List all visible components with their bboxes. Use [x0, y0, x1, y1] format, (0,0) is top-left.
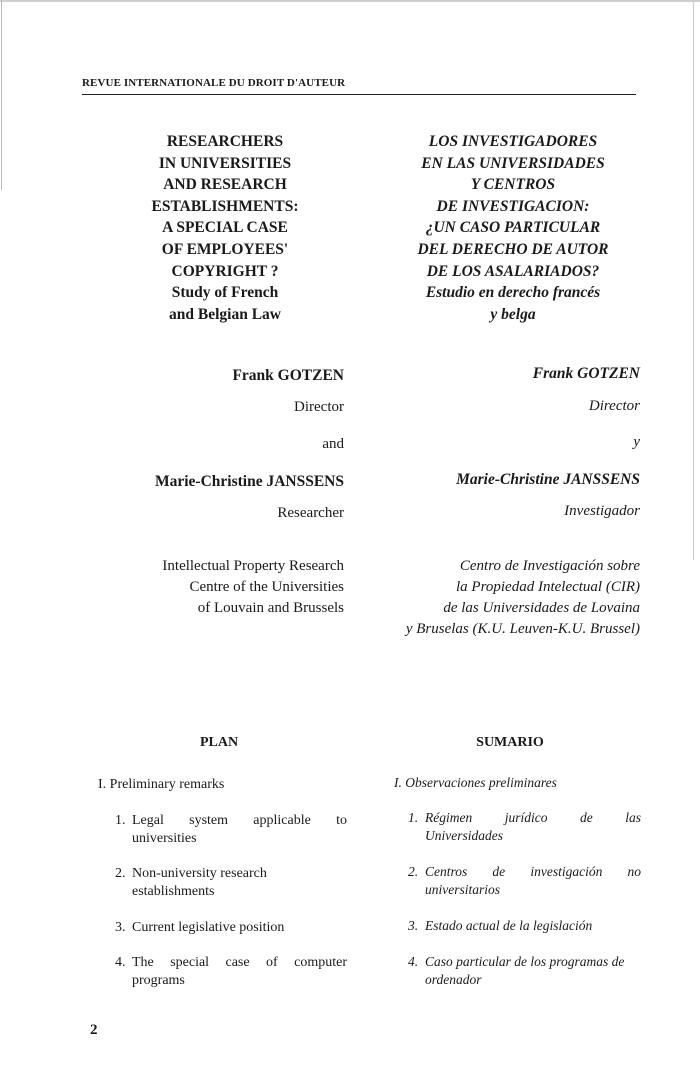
- plan-item: [115, 812, 347, 848]
- plan-item-text: Current legislative position: [132, 920, 285, 935]
- sumario-item: [408, 809, 641, 845]
- scan-edge-top: [0, 0, 700, 2]
- sumario-item-number: 1.: [408, 810, 419, 825]
- author-name-janssens: Marie-Christine JANSSENS: [154, 473, 344, 490]
- header-rule: [82, 94, 636, 95]
- plan-item-text: establishments: [132, 884, 215, 899]
- autor-nombre-gotzen: Frank GOTZEN: [532, 365, 640, 382]
- plan-item-main: I. Preliminary remarks: [98, 777, 225, 792]
- plan-item-text: programs: [132, 973, 185, 988]
- sumario-item-text: Régimen jurídico de las: [425, 810, 641, 825]
- affiliation-line: Intellectual Property Research: [162, 558, 344, 574]
- plan-item-text: Legal system applicable to: [132, 813, 347, 828]
- title-line: AND RESEARCH: [163, 176, 287, 194]
- title-line: Estudio en derecho francés: [425, 284, 601, 302]
- sumario-item: [408, 863, 641, 899]
- title-line: DE LOS ASALARIADOS?: [426, 262, 600, 280]
- title-line: OF EMPLOYEES': [161, 240, 289, 258]
- plan-item-number: 1.: [115, 813, 126, 828]
- plan-item: [115, 954, 347, 990]
- plan-item-number: 4.: [115, 955, 126, 970]
- sumario-heading: SUMARIO: [476, 735, 544, 750]
- title-line: ESTABLISHMENTS:: [151, 197, 299, 215]
- sumario-item-text: ordenador: [425, 972, 482, 987]
- sumario-item-text: Universidades: [425, 828, 503, 843]
- sumario-item-number: 2.: [408, 864, 419, 879]
- sumario-item-number: 3.: [408, 918, 419, 933]
- plan-item-text: The special case of computer: [132, 955, 347, 970]
- title-line: Y CENTROS: [470, 176, 556, 194]
- sumario-item-main: I. Observaciones preliminares: [394, 775, 557, 790]
- author-conjunction: and: [322, 436, 344, 452]
- plan-item-text: Non-university research: [132, 866, 267, 881]
- author-name-gotzen: Frank GOTZEN: [232, 367, 344, 384]
- title-line: and Belgian Law: [169, 305, 281, 323]
- affiliation-line: la Propiedad Intelectual (CIR): [456, 579, 640, 595]
- affiliation-english: [162, 556, 344, 619]
- scan-edge-right: [693, 0, 694, 560]
- title-spanish: [370, 131, 656, 325]
- sumario-item-text: Estado actual de la legislación: [425, 918, 593, 933]
- title-line: IN UNIVERSITIES: [158, 154, 292, 172]
- title-line: DEL DERECHO DE AUTOR: [417, 240, 609, 258]
- title-line: EN LAS UNIVERSIDADES: [421, 154, 605, 172]
- sumario-item: [408, 917, 641, 935]
- affiliation-line: de las Universidades de Lovaina: [443, 600, 640, 616]
- sumario-item-number: 4.: [408, 954, 419, 969]
- title-line: LOS INVESTIGADORES: [428, 133, 598, 150]
- plan-item-text: universities: [132, 831, 197, 846]
- sumario-item: [408, 953, 644, 989]
- title-line: RESEARCHERS: [166, 133, 284, 150]
- affiliation-spanish: [406, 556, 640, 640]
- autor-cargo-investigador: Investigador: [564, 503, 640, 519]
- affiliation-line: Centro de Investigación sobre: [459, 558, 640, 574]
- sumario-item-text: Caso particular de los programas de: [425, 954, 625, 969]
- plan-item: [115, 919, 347, 937]
- title-line: y belga: [490, 305, 536, 323]
- autor-cargo-director: Director: [588, 398, 640, 414]
- title-line: DE INVESTIGACION:: [436, 197, 590, 215]
- autor-nombre-janssens: Marie-Christine JANSSENS: [456, 471, 640, 488]
- page-number: 2: [90, 1022, 98, 1038]
- sumario-item-text: Centros de investigación no: [425, 864, 641, 879]
- title-line: ¿UN CASO PARTICULAR: [425, 219, 601, 237]
- scan-edge-left: [1, 0, 2, 190]
- plan-item-number: 2.: [115, 866, 126, 881]
- title-english: [110, 131, 340, 325]
- plan-item-number: 3.: [115, 920, 126, 935]
- plan-heading: PLAN: [200, 735, 239, 750]
- affiliation-line: of Louvain and Brussels: [197, 600, 344, 616]
- affiliation-line: Centre of the Universities: [189, 579, 344, 595]
- plan-item: [115, 865, 347, 901]
- sumario-item-text: universitarios: [425, 882, 501, 897]
- autor-conjuncion: y: [633, 434, 640, 450]
- author-role-researcher: Researcher: [277, 505, 344, 521]
- title-line: Study of French: [171, 284, 279, 302]
- affiliation-line: y Bruselas (K.U. Leuven-K.U. Brussel): [405, 621, 640, 637]
- running-head: REVUE INTERNATIONALE DU DROIT D'AUTEUR: [82, 77, 346, 89]
- author-role-director: Director: [294, 399, 344, 415]
- title-line: A SPECIAL CASE: [162, 219, 288, 237]
- title-line: COPYRIGHT ?: [171, 262, 279, 280]
